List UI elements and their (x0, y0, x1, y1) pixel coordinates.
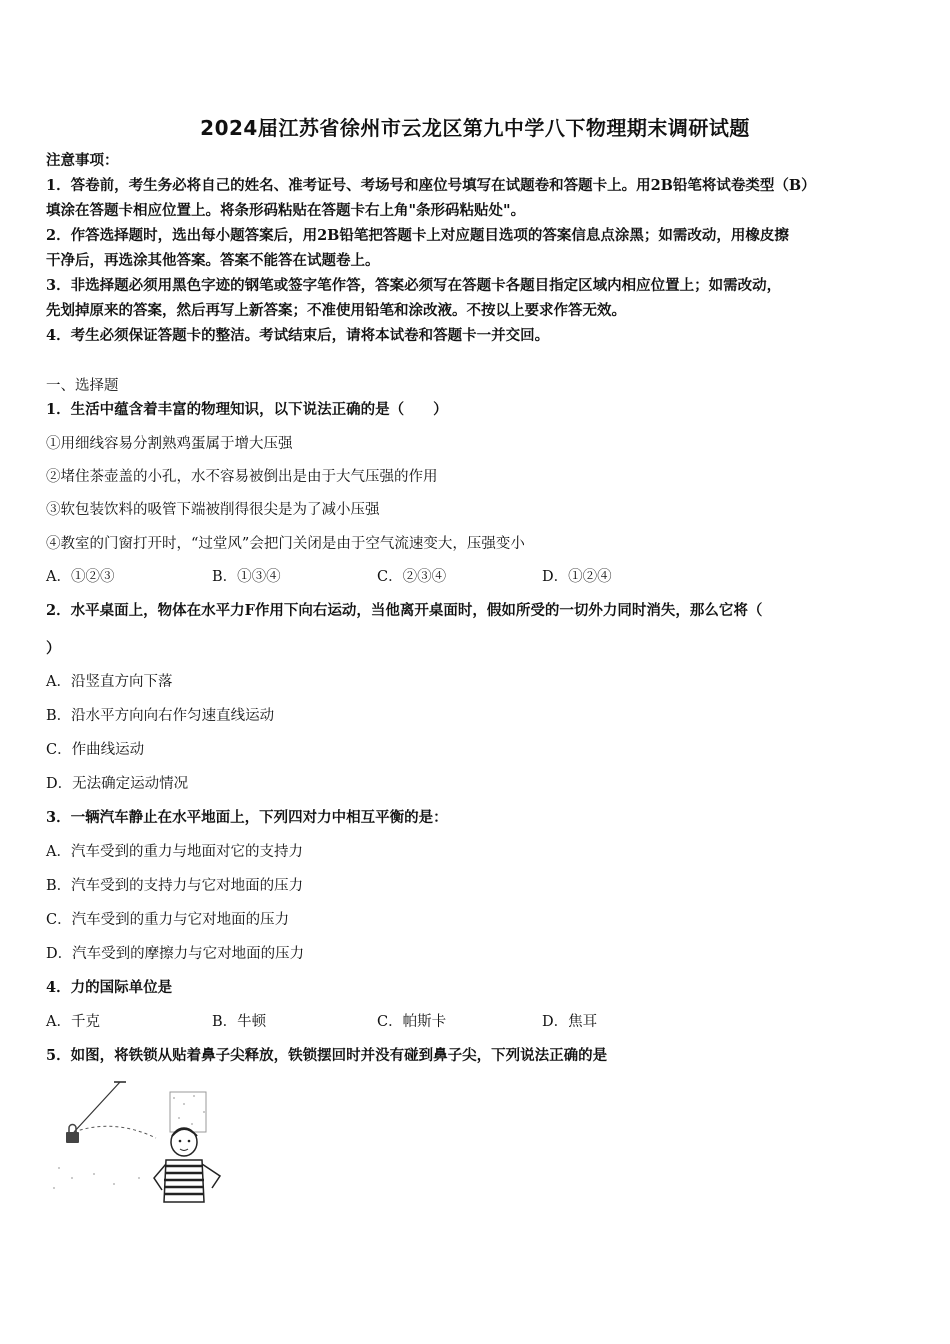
notice-line: 3．非选择题必须用黑色字迹的钢笔或签字笔作答，答案必须写在答题卡各题目指定区域内相应位置上；如需改动， (46, 277, 782, 294)
q1-option-c: C．②③④ (377, 569, 447, 585)
q1-statement: ②堵住茶壶盖的小孔，水不容易被倒出是由于大气压强的作用 (46, 469, 438, 485)
q1-statement: ③软包装饮料的吸管下端被削得很尖是为了减小压强 (46, 502, 380, 518)
q5-stem: 5．如图，将铁锁从贴着鼻子尖释放，铁锁摆回时并没有碰到鼻子尖，下列说法正确的是 (46, 1047, 608, 1064)
person-figure (154, 1128, 220, 1202)
q1-statement: ④教室的门窗打开时，“过堂风”会把门关闭是由于空气流速变大，压强变小 (46, 536, 525, 552)
q3-option-c: C．汽车受到的重力与它对地面的压力 (46, 912, 290, 928)
q3-option-d: D．汽车受到的摩擦力与它对地面的压力 (46, 946, 305, 962)
q2-stem-cont: ） (46, 640, 61, 657)
notice-line: 干净后，再选涂其他答案。答案不能答在试题卷上。 (46, 252, 380, 269)
q1-option-b: B．①③④ (212, 569, 281, 585)
notice-line: 先划掉原来的答案，然后再写上新答案；不准使用铅笔和涂改液。不按以上要求作答无效。 (46, 302, 626, 319)
section-heading: 一、选择题 (46, 378, 119, 394)
q3-stem: 3．一辆汽车静止在水平地面上，下列四对力中相互平衡的是： (46, 809, 448, 826)
q2-option-d: D．无法确定运动情况 (46, 776, 189, 792)
q3-option-b: B．汽车受到的支持力与它对地面的压力 (46, 878, 304, 894)
q4-stem: 4．力的国际单位是 (46, 979, 173, 996)
exam-title: 2024届江苏省徐州市云龙区第九中学八下物理期末调研试题 (200, 116, 750, 140)
q2-stem: 2．水平桌面上，物体在水平力F作用下向右运动，当他离开桌面时，假如所受的一切外力同时消失，那么它将（ (46, 602, 763, 619)
notice-heading: 注意事项： (46, 152, 119, 169)
q4-option-c: C．帕斯卡 (377, 1014, 447, 1030)
q2-option-c: C．作曲线运动 (46, 742, 145, 758)
q4-option-d: D．焦耳 (542, 1014, 598, 1030)
q4-option-a: A．千克 (46, 1014, 100, 1030)
q1-option-d: D．①②④ (542, 569, 612, 585)
notice-line: 1．答卷前，考生务必将自己的姓名、准考证号、考场号和座位号填写在试题卷和答题卡上。用2B铅笔将试卷类型（B） (46, 177, 816, 194)
q2-option-b: B．沿水平方向向右作匀速直线运动 (46, 708, 275, 724)
q3-option-a: A．汽车受到的重力与地面对它的支持力 (46, 844, 303, 860)
notice-line: 2．作答选择题时，选出每小题答案后，用2B铅笔把答题卡上对应题目选项的答案信息点涂黑；如需改动，用橡皮擦 (46, 227, 789, 244)
q4-option-b: B．牛顿 (212, 1014, 267, 1030)
notice-line: 4．考生必须保证答题卡的整洁。考试结束后，请将本试卷和答题卡一并交回。 (46, 327, 550, 344)
q1-statement: ①用细线容易分割熟鸡蛋属于增大压强 (46, 436, 293, 452)
q1-stem: 1．生活中蕴含着丰富的物理知识，以下说法正确的是（ ） (46, 401, 448, 418)
lock-icon (66, 1125, 79, 1144)
q2-option-a: A．沿竖直方向下落 (46, 674, 173, 690)
q1-option-a: A．①②③ (46, 569, 115, 585)
pendulum-figure (44, 1078, 254, 1206)
notice-line: 填涂在答题卡相应位置上。将条形码粘贴在答题卡右上角"条形码粘贴处"。 (46, 202, 526, 219)
